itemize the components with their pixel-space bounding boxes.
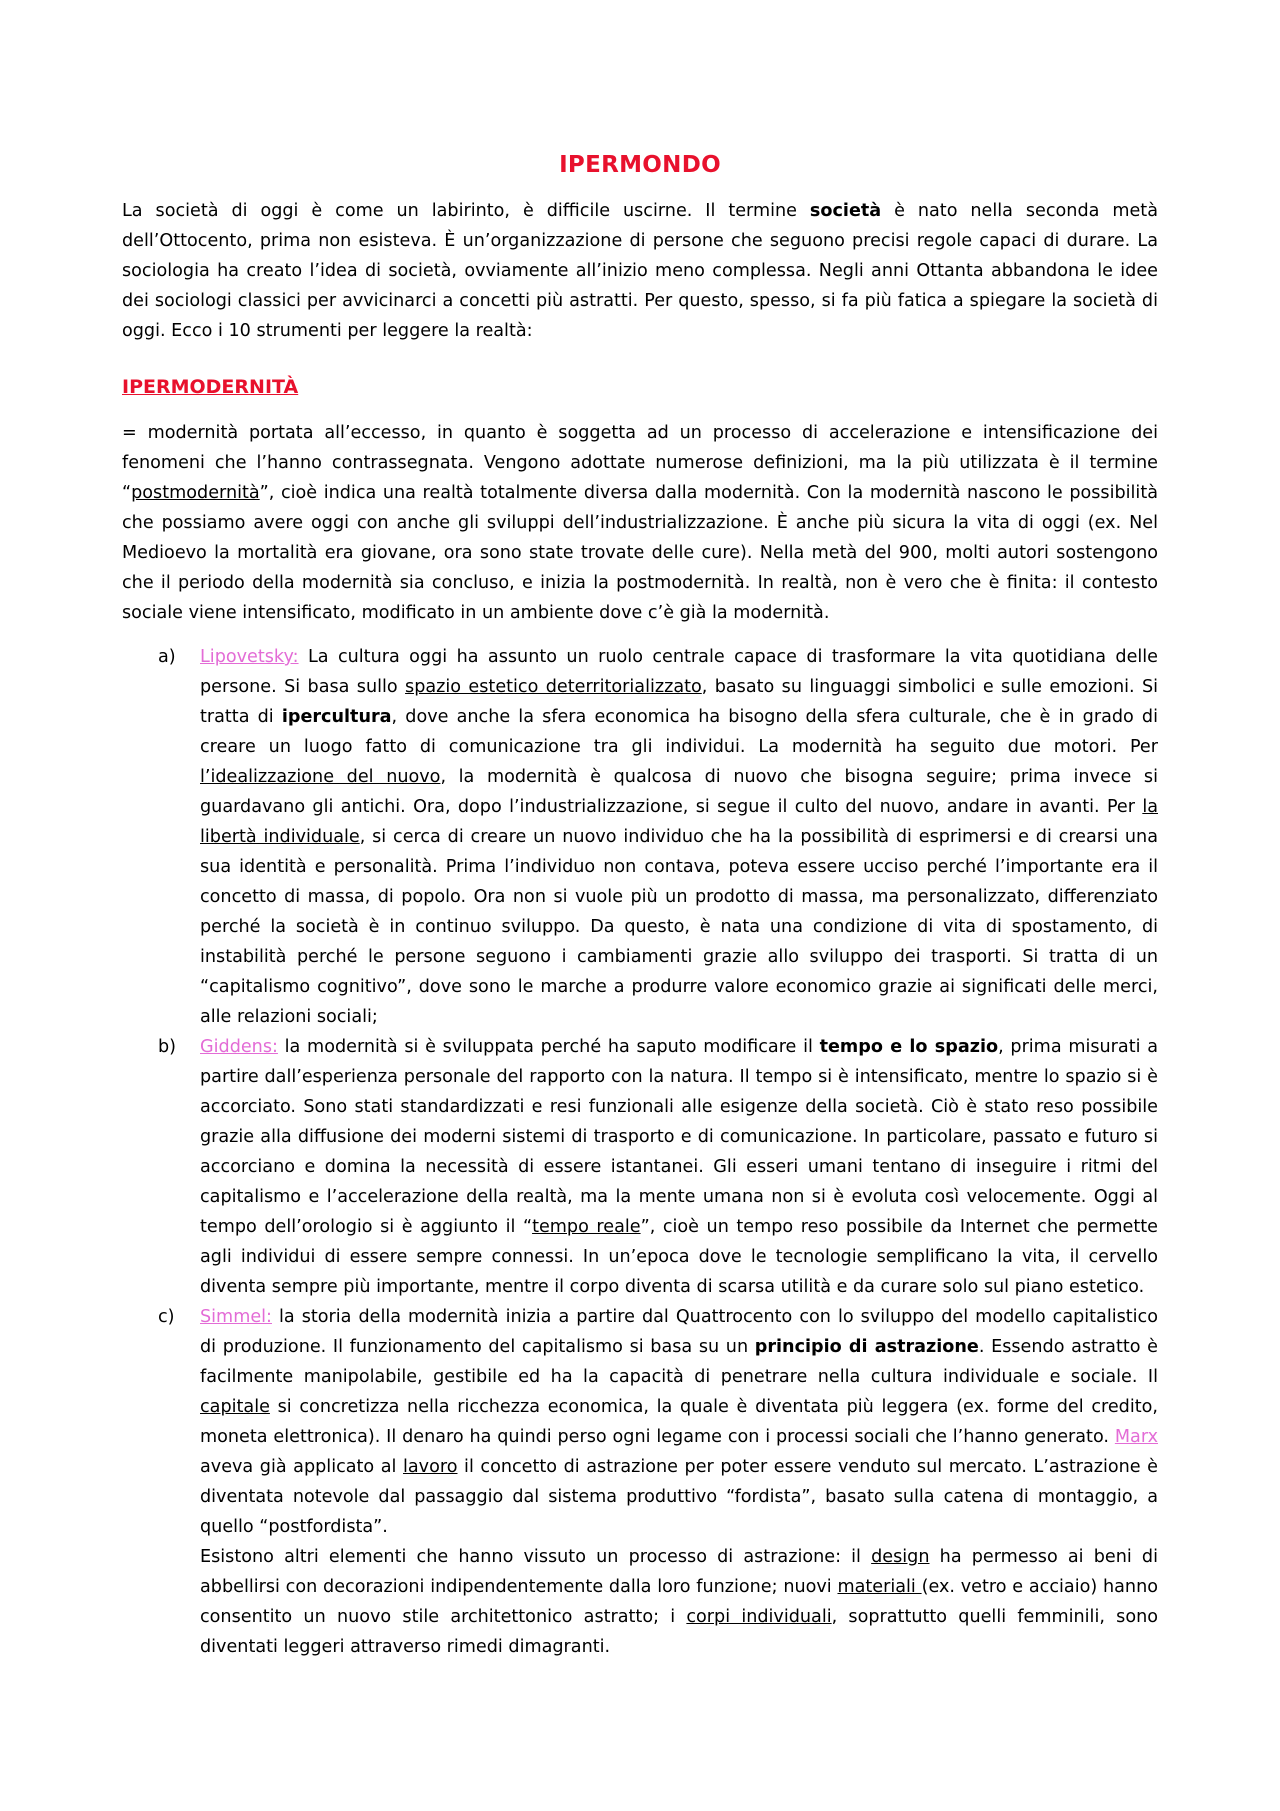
list-marker: b) (158, 1037, 177, 1057)
page-title: IPERMONDO (559, 152, 721, 178)
author-list (122, 642, 1158, 1662)
definition-text-2: ”, cioè indica una realtà totalmente diversa dalla modernità. Con la modernità nascono le possibilità che possiamo avere oggi con anche gli sviluppi dell’industrializzazione. È anche più sicura la vita di oggi (ex. Nel Medioevo la mortalità era giovane, ora sono state trovate delle cure). Nella metà del 900, molti autori sostengono che il periodo della modernità sia concluso, e inizia la postmodernità. In realtà, non è vero che è finita: il contesto sociale viene intensificato, modificato in un ambiente dove c’è già la modernità. (122, 483, 1158, 623)
author-name-marx: Marx (1114, 1427, 1158, 1447)
author-name: Simmel: (200, 1307, 272, 1327)
intro-text-1: La società di oggi è come un labirinto, è difficile uscirne. Il termine (122, 201, 810, 221)
author-name: Lipovetsky: (200, 647, 299, 667)
definition-text-1: = modernità portata all’eccesso, in quanto è soggetta ad un processo di accelerazione e intensificazione dei fenomeni che l’hanno contrassegnata. Vengono adottate numerose definizioni, ma la più utilizzata è il termine “ (122, 423, 1158, 503)
item-text: ”, cioè un tempo reso possibile da Internet che permette agli individui di essere sempre connessi. In un’epoca dove le tecnologie semplificano la vita, il cervello diventa sempre più importante, mentre il corpo diventa di scarsa utilità e da curare solo sul piano estetico. (200, 1217, 1158, 1297)
item-bold-term: ipercultura (281, 707, 392, 727)
item-underlined-term: materiali (837, 1577, 922, 1597)
item-text: ha permesso ai beni di abbellirsi con decorazioni indipendentemente dalla loro funzione; nuovi (200, 1547, 1158, 1597)
item-underlined-term: tempo reale (532, 1217, 641, 1237)
item-bold-term: tempo e lo spazio (819, 1037, 999, 1057)
item-text: si concretizza nella ricchezza economica, la quale è diventata più leggera (ex. forme del credito, moneta elettronica). Il denaro ha quindi perso ogni legame con i processi sociali che l’hanno generato. (200, 1397, 1158, 1447)
item-text: (ex. vetro e acciaio) hanno consentito un nuovo stile architettonico astratto; i (200, 1577, 1158, 1627)
intro-paragraph (122, 196, 1158, 346)
item-text: il concetto di astrazione per poter essere venduto sul mercato. L’astrazione è diventata notevole dal passaggio dal sistema produttivo “fordista”, basato sulla catena di montaggio, a quello “postfordista”. (200, 1457, 1158, 1537)
item-text: , si cerca di creare un nuovo individuo che ha la possibilità di esprimersi e di crearsi una sua identità e personalità. Prima l’individuo non contava, poteva essere ucciso perché l’importante era il concetto di massa, di popolo. Ora non si vuole più un prodotto di massa, ma personalizzato, differenziato perché la società è in continuo sviluppo. Da questo, è nata una condizione di vita di spostamento, di instabilità perché le persone seguono i cambiamenti grazie allo sviluppo dei trasporti. Si tratta di un “capitalismo cognitivo”, dove sono le marche a produrre valore economico grazie ai significati delle merci, alle relazioni sociali; (200, 827, 1158, 1027)
list-item-simmel (122, 1302, 1158, 1662)
item-text: la storia della modernità inizia a partire dal Quattrocento con lo sviluppo del modello capitalistico di produzione. Il funzionamento del capitalismo si basa su un (200, 1307, 1158, 1357)
item-underlined-term: lavoro (403, 1457, 458, 1477)
item-text: , prima misurati a partire dall’esperienza personale del rapporto con la natura. Il tempo si è intensificato, mentre lo spazio si è accorciato. Sono stati standardizzati e resi funzionali alle esigenze della società. Ciò è stato reso possibile grazie alla diffusione dei moderni sistemi di trasporto e di comunicazione. In particolare, passato e futuro si accorciano e domina la necessità di essere istantanei. Gli esseri umani tentano di inseguire i ritmi del capitalismo e l’accelerazione della realtà, ma la mente umana non si è evoluta così velocemente. Oggi al tempo dell’orologio si è aggiunto il “ (200, 1037, 1158, 1237)
list-marker: a) (158, 647, 176, 667)
item-text: Esistono altri elementi che hanno vissuto un processo di astrazione: il (200, 1547, 872, 1567)
item-subparagraph (200, 1542, 1158, 1662)
item-text: , basato su linguaggi simbolici e sulle emozioni. Si tratta di (200, 677, 1159, 727)
author-name: Giddens: (200, 1037, 278, 1057)
item-underlined-term: spazio estetico deterritorializzato (405, 677, 702, 697)
item-underlined-term: capitale (200, 1397, 270, 1417)
item-text: , la modernità è qualcosa di nuovo che bisogna seguire; prima invece si guardavano gli antichi. Ora, dopo l’industrializzazione, si segue il culto del nuovo, andare in avanti. Per (200, 767, 1158, 817)
definition-paragraph (122, 418, 1158, 628)
intro-text-2: è nato nella seconda metà dell’Ottocento, prima non esisteva. È un’organizzazione di persone che seguono precisi regole capaci di durare. La sociologia ha creato l’idea di società, ovviamente all’inizio meno complessa. Negli anni Ottanta abbandona le idee dei sociologi classici per avvicinarci a concetti più astratti. Per questo, spesso, si fa più fatica a spiegare la società di oggi. Ecco i 10 strumenti per leggere la realtà: (122, 201, 1158, 341)
item-bold-term: principio di astrazione (754, 1337, 979, 1357)
list-item-giddens (122, 1032, 1158, 1302)
list-marker: c) (158, 1307, 175, 1327)
item-underlined-term: corpi individuali (686, 1607, 832, 1627)
item-underlined-term: l’idealizzazione del nuovo (200, 767, 441, 787)
item-text: aveva già applicato al (200, 1457, 404, 1477)
item-text: la modernità si è sviluppata perché ha saputo modificare il (277, 1037, 820, 1057)
list-item-lipovetsky (122, 642, 1158, 1032)
item-text: La cultura oggi ha assunto un ruolo centrale capace di trasformare la vita quotidiana delle persone. Si basa sullo (200, 647, 1158, 697)
intro-bold-term: società (809, 201, 882, 221)
item-text: , dove anche la sfera economica ha bisogno della sfera culturale, che è in grado di creare un luogo fatto di comunicazione tra gli individui. La modernità ha seguito due motori. Per (200, 707, 1158, 757)
item-text: . Essendo astratto è facilmente manipolabile, gestibile ed ha la capacità di penetrare nella cultura individuale e sociale. Il (200, 1337, 1158, 1387)
item-underlined-term: design (871, 1547, 930, 1567)
section-heading: IPERMODERNITÀ (122, 376, 299, 398)
item-underlined-term: la libertà individuale (200, 797, 1158, 847)
definition-underlined-term: postmodernità (131, 483, 260, 503)
item-text: , soprattutto quelli femminili, sono diventati leggeri attraverso rimedi dimagranti. (200, 1607, 1159, 1657)
